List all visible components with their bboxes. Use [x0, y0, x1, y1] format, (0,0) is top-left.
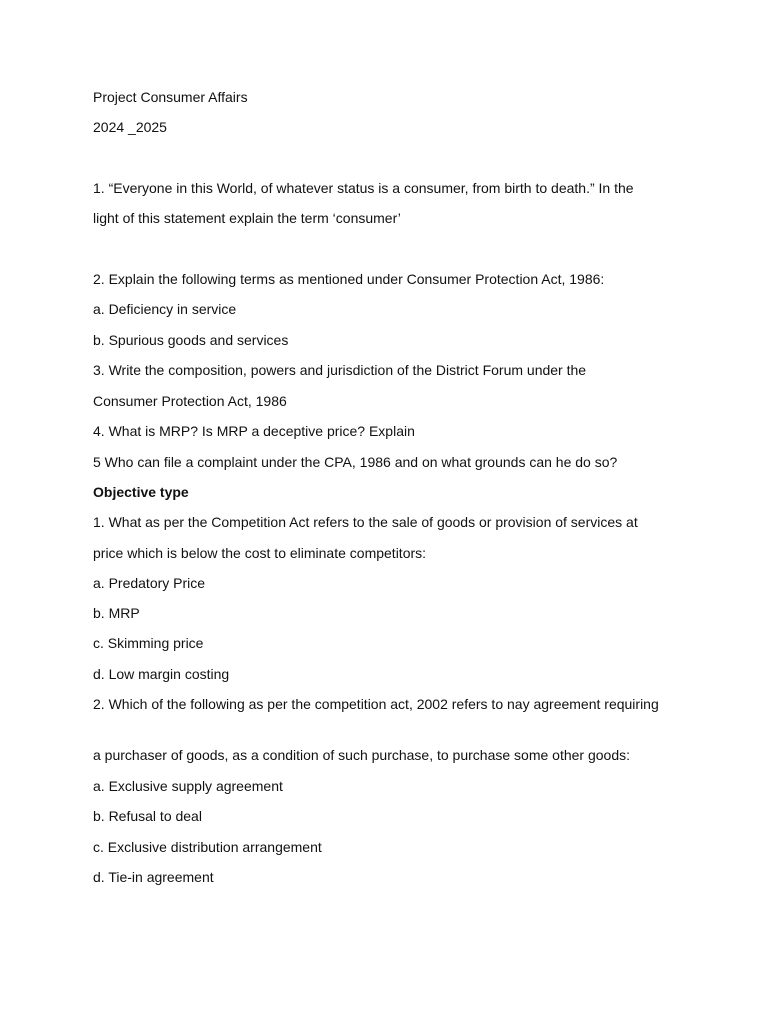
- objective-question-1-line-1: 1. What as per the Competition Act refers to the sale of goods or provision of services at: [93, 514, 638, 530]
- question-1-line-2: light of this statement explain the term ‘consumer’: [93, 210, 401, 226]
- question-5: 5 Who can file a complaint under the CPA, 1986 and on what grounds can he do so?: [93, 454, 618, 470]
- objective-question-2-line-1: 2. Which of the following as per the competition act, 2002 refers to nay agreement requiring: [93, 696, 659, 712]
- academic-year: 2024 _2025: [93, 119, 167, 135]
- question-3-line-1: 3. Write the composition, powers and jurisdiction of the District Forum under the: [93, 362, 587, 378]
- question-1-line-1: 1. “Everyone in this World, of whatever status is a consumer, from birth to death.” In the: [93, 180, 634, 196]
- objective-question-1-option-b: b. MRP: [93, 605, 140, 621]
- objective-question-2-option-b: b. Refusal to deal: [93, 808, 202, 824]
- objective-question-2-line-2: a purchaser of goods, as a condition of such purchase, to purchase some other goods:: [93, 747, 630, 763]
- objective-question-1-option-a: a. Predatory Price: [93, 575, 206, 591]
- objective-question-1-option-c: c. Skimming price: [93, 635, 204, 651]
- question-2-option-a: a. Deficiency in service: [93, 301, 237, 317]
- question-2-option-b: b. Spurious goods and services: [93, 332, 289, 348]
- objective-heading: Objective type: [93, 484, 189, 500]
- objective-question-2-option-d: d. Tie-in agreement: [93, 869, 214, 885]
- question-3-line-2: Consumer Protection Act, 1986: [93, 393, 287, 409]
- objective-question-1-line-2: price which is below the cost to eliminate competitors:: [93, 545, 427, 561]
- question-4: 4. What is MRP? Is MRP a deceptive price? Explain: [93, 423, 415, 439]
- question-2: 2. Explain the following terms as mentioned under Consumer Protection Act, 1986:: [93, 271, 605, 287]
- project-title: Project Consumer Affairs: [93, 89, 248, 105]
- objective-question-2-option-c: c. Exclusive distribution arrangement: [93, 839, 322, 855]
- objective-question-2-option-a: a. Exclusive supply agreement: [93, 778, 283, 794]
- objective-question-1-option-d: d. Low margin costing: [93, 666, 230, 682]
